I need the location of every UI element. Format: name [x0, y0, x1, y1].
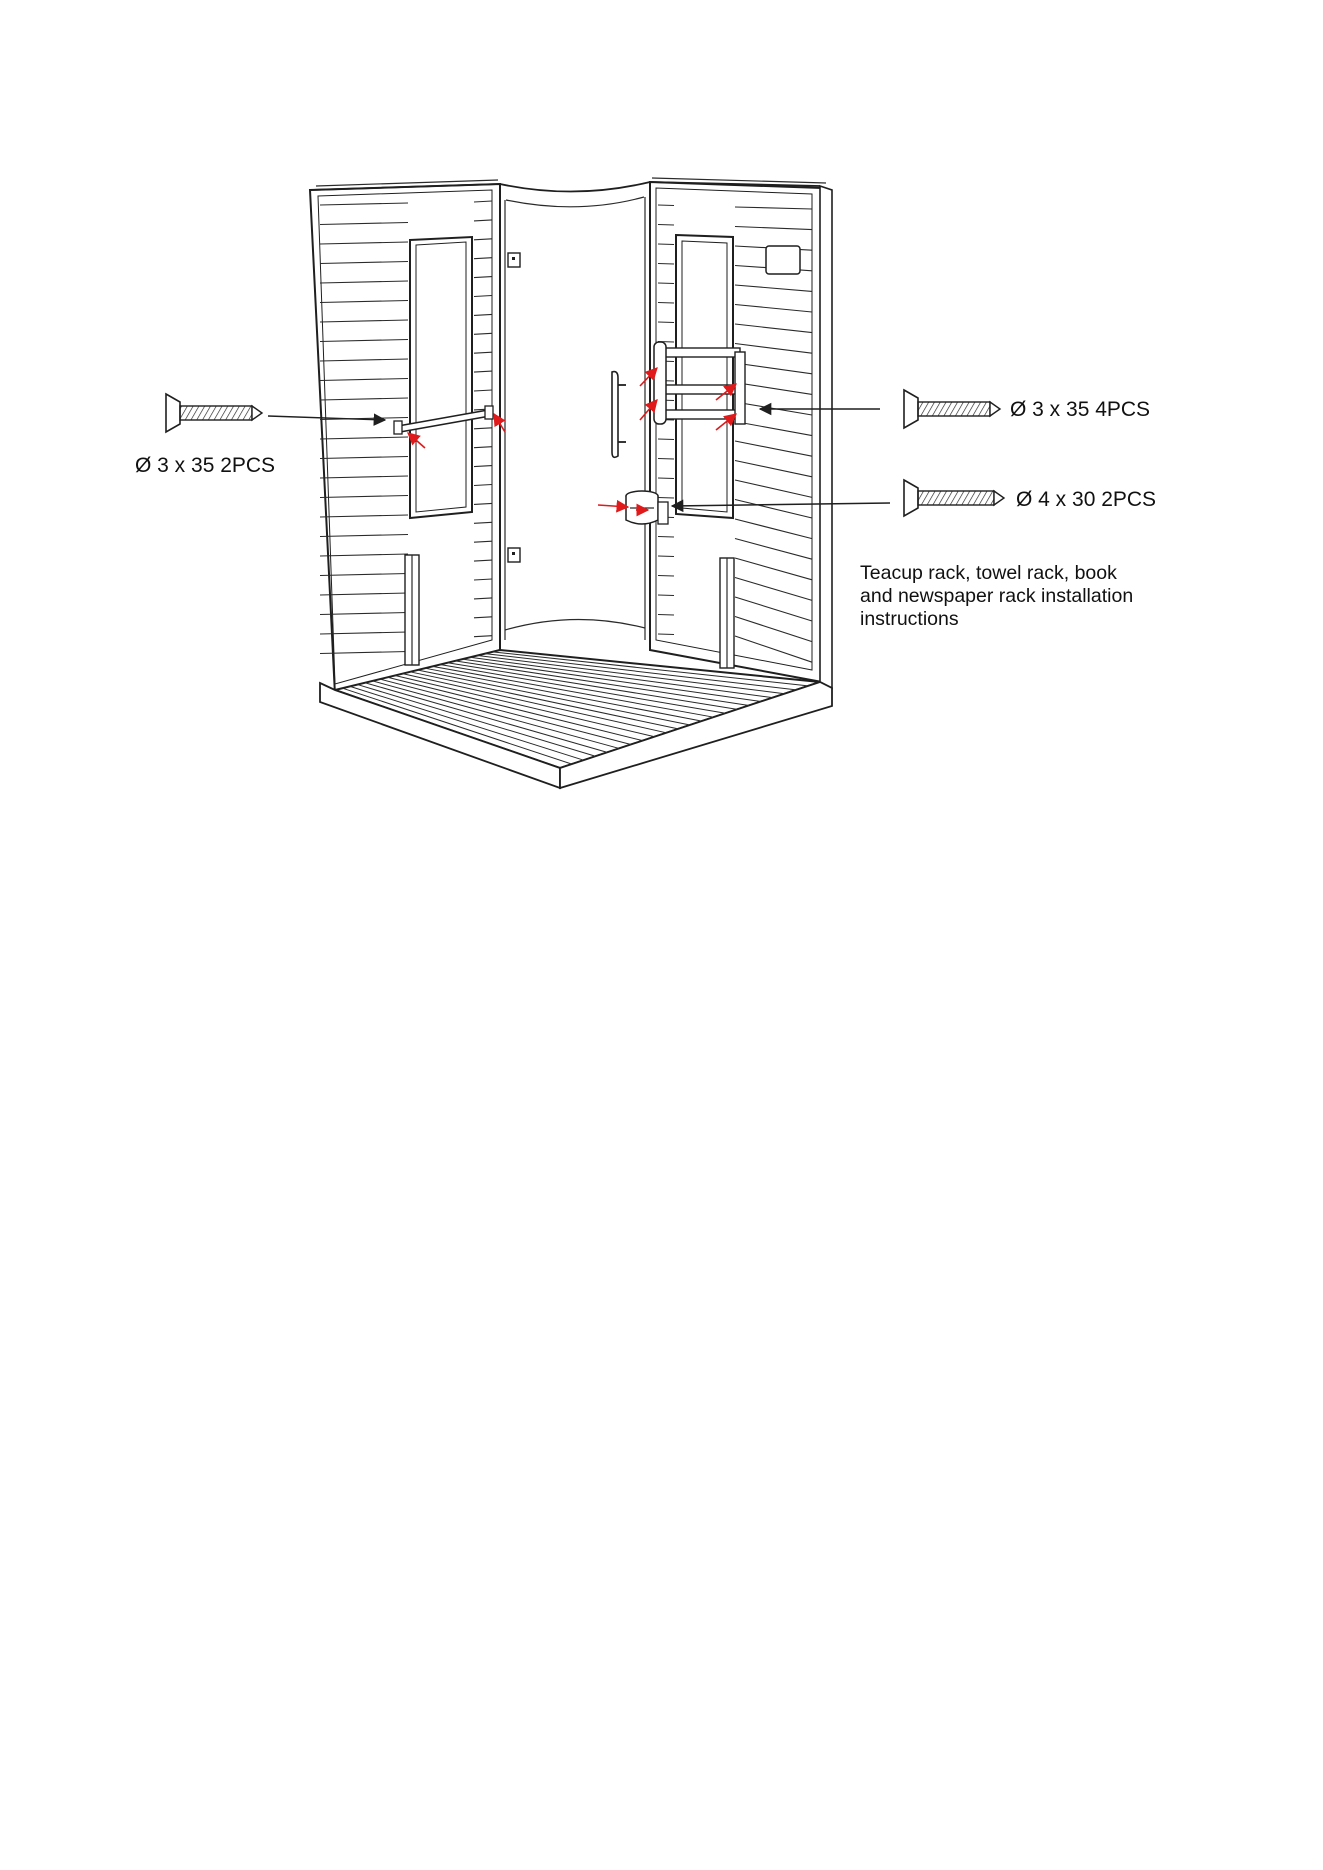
board-line [658, 439, 674, 440]
left-screw-label: Ø 3 x 35 2PCS [135, 454, 276, 477]
board-line [658, 498, 674, 499]
left-wall [310, 184, 500, 695]
board-line [658, 634, 674, 635]
board-line [658, 322, 674, 323]
right-bottom-screw-label: Ø 4 x 30 2PCS [1016, 488, 1157, 511]
right-wall [626, 182, 822, 682]
board-line [658, 595, 674, 596]
board-line [658, 537, 674, 538]
right-top-screw-label: Ø 3 x 35 4PCS [1010, 398, 1151, 421]
board-line [658, 576, 674, 577]
board-line [658, 205, 674, 206]
board-line [658, 283, 674, 284]
board-line [658, 264, 674, 265]
caption-line: and newspaper rack installation [860, 585, 1134, 607]
board-line [658, 459, 674, 460]
board-line [658, 615, 674, 616]
screw-icon [166, 394, 262, 432]
caption-line: Teacup rack, towel rack, book [860, 562, 1117, 584]
board-line [658, 556, 674, 557]
board-line [658, 303, 674, 304]
board-line [658, 244, 674, 245]
board-line [658, 478, 674, 479]
door-handle [612, 372, 626, 458]
glass-door [500, 182, 650, 650]
board-line [658, 225, 674, 226]
screw-icon [904, 480, 1004, 516]
installation-caption [860, 562, 1190, 631]
caption-line: instructions [860, 608, 959, 630]
screw-icon [904, 390, 1000, 428]
